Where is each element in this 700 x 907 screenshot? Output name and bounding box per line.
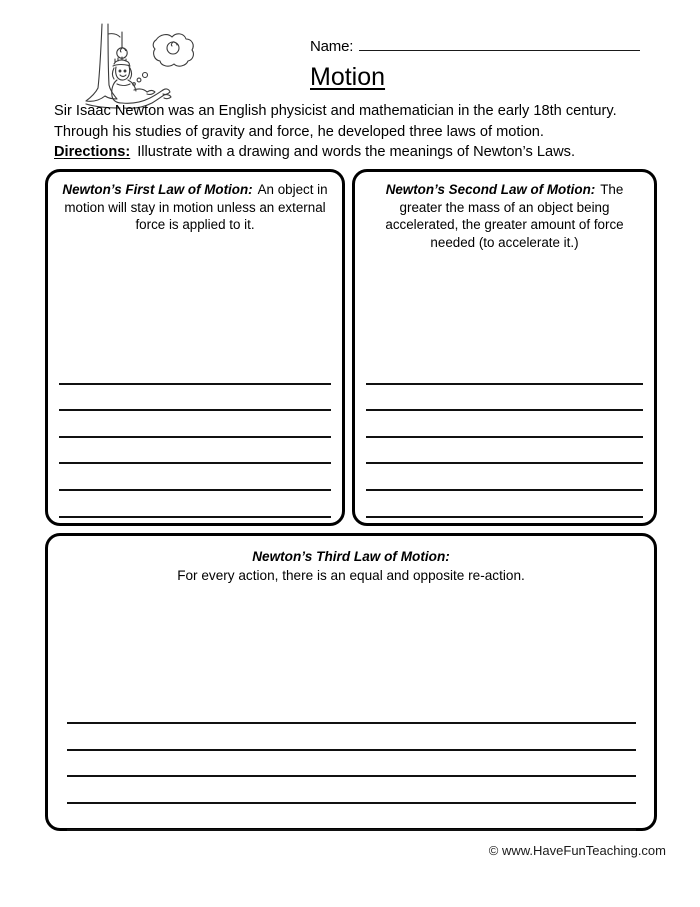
writing-line[interactable]: [67, 775, 636, 777]
intro-paragraph: [54, 101, 674, 163]
writing-line[interactable]: [59, 383, 331, 385]
writing-line[interactable]: [67, 722, 636, 724]
writing-line[interactable]: [67, 802, 636, 804]
writing-line[interactable]: [59, 462, 331, 464]
writing-line[interactable]: [59, 489, 331, 491]
name-input-line[interactable]: [359, 38, 640, 51]
writing-line[interactable]: [366, 383, 643, 385]
writing-line[interactable]: [67, 829, 636, 831]
second-law-writing-lines[interactable]: [366, 358, 643, 544]
writing-line[interactable]: [366, 462, 643, 464]
writing-line[interactable]: [366, 489, 643, 491]
third-law-heading: [48, 536, 654, 585]
intro-line-2: Through his studies of gravity and force, he developed three laws of motion.: [54, 123, 544, 140]
second-law-title: Newton’s Second Law of Motion:: [385, 182, 596, 197]
intro-line-1: Sir Isaac Newton was an English physicist and mathematician in the early 18th century.: [54, 103, 617, 119]
writing-line[interactable]: [366, 409, 643, 411]
writing-line[interactable]: [59, 516, 331, 518]
directions-text: Illustrate with a drawing and words the meanings of Newton’s Laws.: [137, 144, 576, 161]
third-law-writing-lines[interactable]: [67, 697, 636, 831]
page-title: Motion: [310, 63, 386, 91]
third-law-box: [45, 533, 657, 831]
second-law-body: The greater the mass of an object being accelerated, the greater amount of force needed (to accelerate it.): [385, 182, 624, 250]
writing-line[interactable]: [59, 436, 331, 438]
second-law-box: [352, 169, 657, 526]
third-law-title: Newton’s Third Law of Motion:: [252, 549, 450, 564]
writing-line[interactable]: [59, 409, 331, 411]
first-law-body: An object in motion will stay in motion unless an external force is applied to it.: [64, 182, 328, 233]
name-field-row: [310, 38, 640, 58]
directions-label: Directions:: [54, 144, 131, 161]
second-law-heading: [355, 172, 654, 251]
writing-line[interactable]: [366, 516, 643, 518]
first-law-heading: [48, 172, 342, 234]
footer-credit: © www.HaveFunTeaching.com: [488, 843, 666, 858]
first-law-title: Newton’s First Law of Motion:: [62, 182, 253, 197]
first-law-box: [45, 169, 345, 526]
name-label: Name:: [310, 38, 354, 55]
third-law-body: For every action, there is an equal and opposite re-action.: [177, 568, 525, 583]
first-law-writing-lines[interactable]: [59, 358, 331, 544]
writing-line[interactable]: [366, 436, 643, 438]
directions-line: [54, 142, 674, 163]
writing-line[interactable]: [67, 749, 636, 751]
